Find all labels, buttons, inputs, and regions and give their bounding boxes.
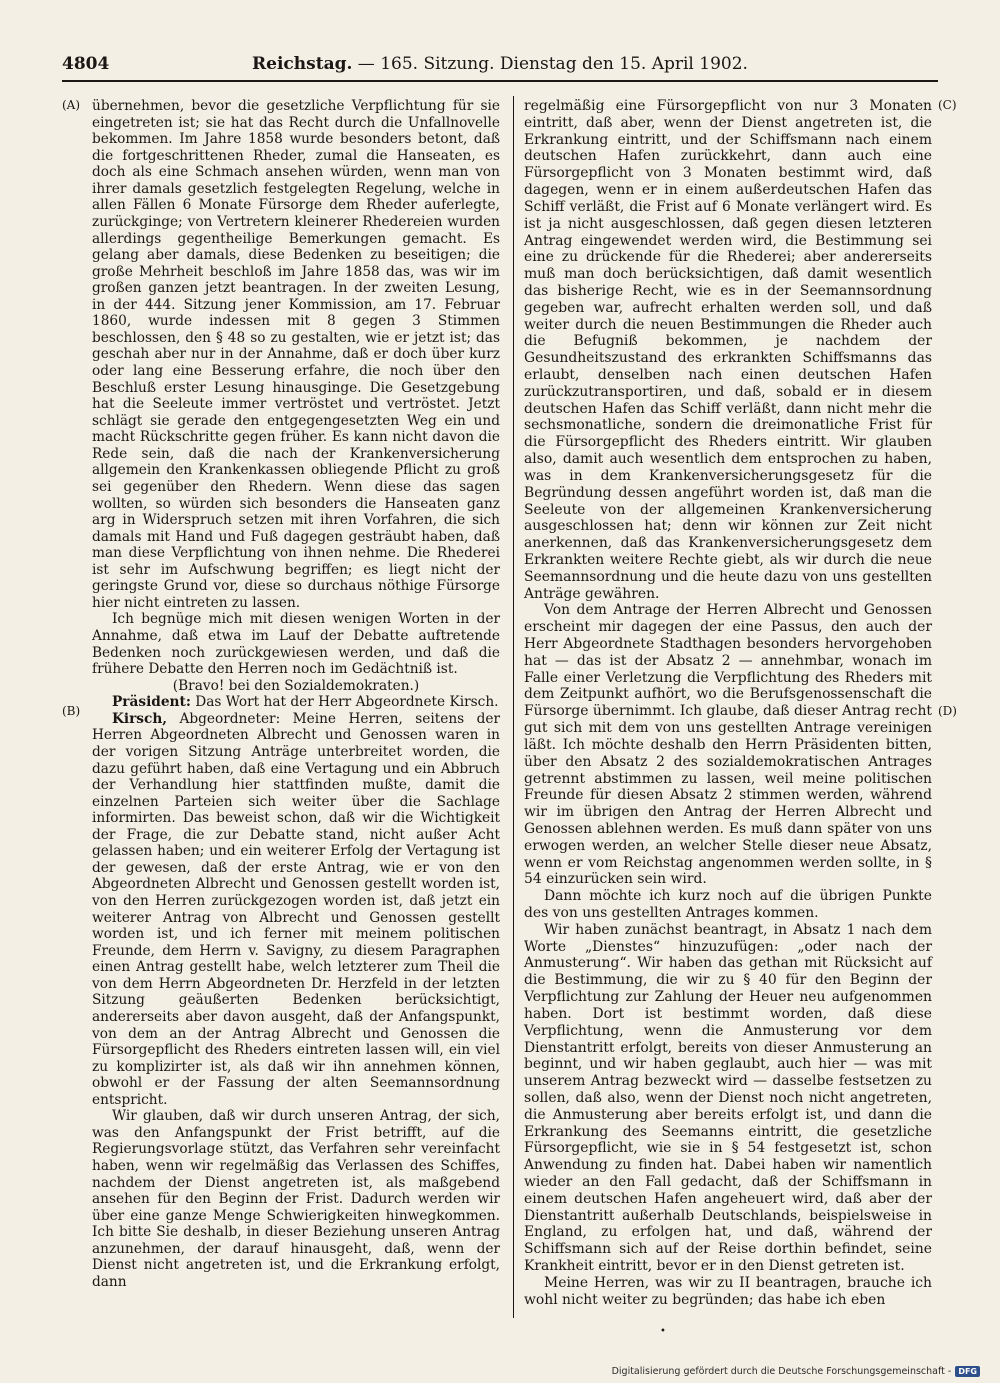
footer: [612, 1366, 980, 1377]
running-head-chamber: Reichstag.: [252, 54, 353, 74]
right-column: [524, 98, 932, 1309]
margin-marker-c: (C): [938, 98, 957, 112]
paragraph: Von dem Antrage der Herren Albrecht und Genossen erscheint mir dagegen der eine Passus, den auch der Herr Abgeordnete Stadthagen besonders hervorgehoben hat — das ist der Absatz 2 — annehmbar, wonach im Falle einer Verletzung die Verpflichtung des Rheders mit dem Zeitpunkt aufhört, wo die Berufsgenossenschaft die Fürsorge übernimmt. Ich glaube, daß dieser Antrag recht gut sich mit dem von uns gestellten Antrage vereinigen läßt. Ich möchte deshalb den Herrn Präsidenten bitten, über den Absatz 2 des sozialdemokratischen Antrages getrennt abstimmen zu lassen, weil meine politischen Freunde für diesen Absatz 2 stimmen werden, während wir im übrigen den Antrag der Herren Albrecht und Genossen ablehnen werden. Es muß dann später von uns erwogen werden, an welcher Stelle dieser neue Absatz, wenn er vom Reichstag angenommen werden sollte, in § 54 einzurücken sein wird.: [524, 602, 932, 888]
speech-text: Abgeordneter: Meine Herren, seitens der Herren Abgeordneten Albrecht und Genossen waren in der vorigen Sitzung Anträge unterbreitet worden, die dazu geführt haben, daß eine Vertagung und ein Abbruch der Verhandlung hier stattfinden mußte, damit die einzelnen Parteien sich weiter über die Sachlage informirten. Das beweist schon, daß wir die Wichtigkeit der Frage, die zur Debatte stand, nicht außer Acht gelassen haben; und ein weiterer Erfolg der Vertagung ist der gewesen, daß der erste Antrag, wie er von den Abgeordneten Albrecht und Genossen gestellt worden ist, von den Herren zurückgezogen worden ist, daß jetzt ein weiterer Antrag von Albrecht und Genossen gestellt worden ist, und ich ferner mit meinem politischen Freunde, dem Herrn v. Savigny, zu diesem Paragraphen einen Antrag gestellt habe, welch letzterer zum Theil die von dem Herrn Abgeordneten Dr. Herzfeld in der letzten Sitzung geäußerten Bedenken berücksichtigt, andererseits aber davon ausgeht, daß der Anfangspunkt, von dem an der Antrag Albrecht und Genossen die Fürsorgepflicht des Rheders eintreten lassen will, ein viel zu komplizirter ist, als daß wir ihn annehmen können, obwohl er der Fassung der alten Seemannsordnung entspricht.: [92, 710, 500, 1108]
paragraph: [92, 694, 500, 711]
paragraph: regelmäßig eine Fürsorgepflicht von nur 3 Monaten eintritt, daß aber, wenn der Dienst angetreten ist, die Erkrankung eintritt, und der Schiffsmann nach einem deutschen Hafen zurückkehrt, dann auch eine Fürsorgepflicht von 3 Monaten bestimmt wird, daß dagegen, wenn er in einem außerdeutschen Hafen das Schiff verläßt, die Frist auf 6 Monate verlängert wird. Es ist ja nicht ausgeschlossen, daß gegen diesen letzteren Antrag eingewendet werden wird, die Bestimmung sei eine zu drückende für die Rhederei; aber andererseits muß man doch berücksichtigen, daß damit wesentlich das bisherige Recht, wie es in der Seemannsordnung gegeben war, aufrecht erhalten werden soll, und daß weiter durch die neuen Bestimmungen die Rheder auch die Befugniß bekommen, je nachdem der Gesundheitszustand des erkrankten Schiffsmanns das erlaubt, denselben nach einen deutschen Hafen zurückzutransportiren, und daß, sobald er in diesem deutschen Hafen das Schiff verläßt, dann nicht mehr die sechsmonatliche, sondern die dreimonatliche Frist für die Fürsorgepflicht des Rheders eintritt. Wir glauben also, damit auch wesentlich dem entsprochen zu haben, was in dem Krankenversicherungsgesetz für die Begründung dessen angeführt worden ist, daß man die Seeleute von der allgemeinen Krankenversicherung ausgeschlossen hat; denn wir können zur Zeit nicht anerkennen, daß das Krankenversicherungsgesetz dem Erkrankten weitere Rechte giebt, als wir durch die neue Seemannsordnung und die heute dazu von uns gestellten Anträge gewähren.: [524, 98, 932, 602]
left-column: [92, 98, 500, 1291]
page-header: [62, 54, 938, 82]
dfg-logo: DFG: [955, 1366, 980, 1377]
print-speck: •: [660, 1326, 666, 1337]
running-head: [62, 54, 938, 74]
paragraph: Ich begnüge mich mit diesen wenigen Worten in der Annahme, daß etwa im Lauf der Debatte auftretende Bedenken noch zurückgewiesen werden, und daß die frühere Debatte den Herren noch im Gedächtniß ist.: [92, 611, 500, 678]
running-head-date: Dienstag den 15. April 1902.: [499, 54, 748, 74]
paragraph: Wir glauben, daß wir durch unseren Antrag, der sich, was den Anfangspunkt der Frist betrifft, auf die Regierungsvorlage stützt, das Verfahren sehr vereinfacht haben, wenn wir regelmäßig das Verlassen des Schiffes, nachdem der Dienst angetreten ist, als maßgebend ansehen für den Beginn der Frist. Dadurch werden wir über eine ganze Menge Schwierigkeiten hinwegkommen. Ich bitte Sie deshalb, in dieser Beziehung unseren Antrag anzunehmen, der darauf hinausgeht, daß, wenn der Dienst nicht angetreten ist, und die Erkrankung erfolgt, dann: [92, 1108, 500, 1290]
speaker-name: Kirsch,: [112, 710, 168, 727]
paragraph: Meine Herren, was wir zu II beantragen, brauche ich wohl nicht weiter zu begründen; das habe ich eben: [524, 1274, 932, 1308]
page-number: 4804: [62, 54, 110, 74]
margin-marker-d: (D): [938, 704, 957, 718]
paragraph: [92, 711, 500, 1109]
funding-note: Digitalisierung gefördert durch die Deutsche Forschungsgemeinschaft -: [611, 1366, 952, 1377]
paragraph: Dann möchte ich kurz noch auf die übrigen Punkte des von uns gestellten Antrages kommen.: [524, 888, 932, 921]
speech-text: Das Wort hat der Herr Abgeordnete Kirsch.: [190, 694, 499, 711]
speaker-name: Präsident:: [112, 694, 191, 711]
running-head-session: — 165. Sitzung.: [352, 54, 500, 74]
paragraph: übernehmen, bevor die gesetzliche Verpflichtung für sie eingetreten ist; sie hat das Recht durch die Unfallnovelle bekommen. Im Jahre 1858 wurde besonders betont, daß die fortgeschrittenen Rheder, zumal die Hanseaten, es doch als eine Schmach ansehen würden, wenn man von ihrer damals gesetzlich festgelegten Regelung, welche in allen Fällen 6 Monate Fürsorge dem Rheder auferlegte, zurückginge; von Vertretern kleinerer Rhedereien wurden allerdings gegentheilige Bemerkungen gemacht. Es gelang aber damals, diese Bedenken zu beseitigen; die große Mehrheit beschloß im Jahre 1858 das, was wir im großen ganzen jetzt beantragen. In der zweiten Lesung, in der 444. Sitzung jener Kommission, am 17. Februar 1860, wurde indessen mit 8 gegen 3 Stimmen beschlossen, den § 48 so zu gestalten, wie er jetzt ist; das geschah aber nur in der Annahme, daß er doch über kurz oder lang eine Besserung erfahre, die noch über den Beschluß erster Lesung hinausginge. Die Gesetzgebung hat die Seeleute immer vertröstet und vertröstet. Jetzt schlägt sie gerade den entgegengesetzten Weg ein und macht Rückschritte gegen früher. Es kann nicht davon die Rede sein, daß die nach der Krankenversicherung allgemein den Krankenkassen obliegende Pflicht zu groß sei gegenüber den Rhedern. Wenn diese das sagen wollten, so würden sich besonders die Hanseaten ganz arg in Widerspruch setzen mit ihren Vorfahren, die sich damals mit Hand und Fuß dagegen gesträubt haben, daß man diese Verpflichtung von ihnen nehme. Die Rhederei ist sehr im Aufschwung begriffen; es liegt nicht der geringste Grund vor, diese so durchaus nöthige Fürsorge hier nicht eintreten zu lassen.: [92, 98, 500, 611]
column-divider: [513, 96, 514, 1318]
interjection: (Bravo! bei den Sozialdemokraten.): [172, 677, 420, 694]
paragraph: Wir haben zunächst beantragt, in Absatz 1 nach dem Worte „Dienstes“ hinzuzufügen: „oder nach der Anmusterung“. Wir haben das gethan mit Rücksicht auf die Bestimmung, die wir zu § 40 für den Beginn der Verpflichtung zur Zahlung der Heuer neu aufgenommen haben. Dort ist bestimmt worden, daß diese Verpflichtung, wenn die Anmusterung vor dem Dienstantritt erfolgt, bereits von dieser Anmusterung an beginnt, und wir haben geglaubt, auch hier — was mit unserem Antrag bezweckt wird — dasselbe festsetzen zu sollen, daß also, wenn der Dienst noch nicht angetreten, die Anmusterung aber bereits erfolgt ist, und dann die Erkrankung des Seemanns eintritt, die gesetzliche Fürsorgepflicht, wie sie in § 54 festgesetzt ist, schon Anwendung zu finden hat. Dabei haben wir namentlich wieder an den Fall gedacht, daß der Schiffsmann in einem deutschen Hafen angeheuert wird, daß aber der Dienstantritt außerhalb Deutschlands, beispielsweise in England, zu erfolgen hat, und daß, während der Schiffsmann sich auf der Reise dorthin befindet, seine Krankheit eintritt, bevor er in den Dienst getreten ist.: [524, 921, 932, 1275]
margin-marker-b: (B): [62, 704, 81, 718]
margin-marker-a: (A): [62, 98, 81, 112]
